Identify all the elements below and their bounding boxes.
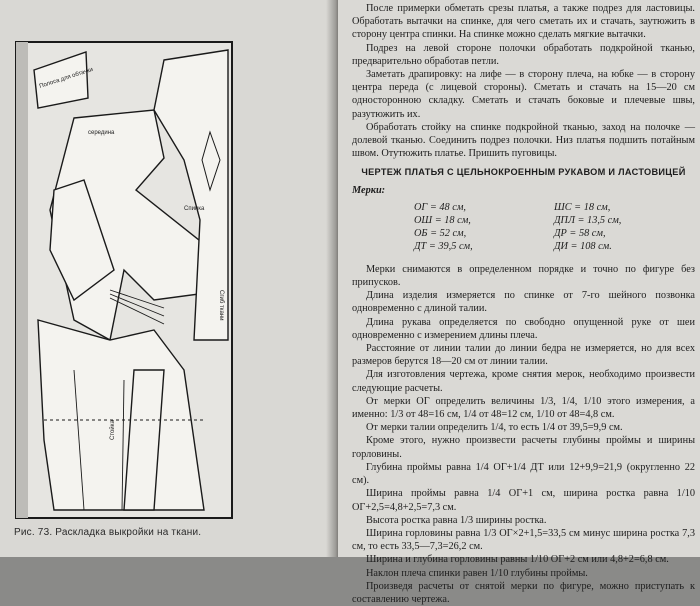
measurement-di: ДИ = 108 см. (554, 240, 612, 252)
paragraph: Ширина горловины равна 1/3 ОГ×2+1,5=33,5 см минус ширина ростка 7,3 см, то есть 33,5—7,3=26,2 см. (352, 527, 695, 553)
page-text (352, 2, 695, 606)
paragraph: Высота ростка равна 1/3 ширины ростка. (366, 514, 547, 526)
measurement-dr: ДР = 58 см, (554, 227, 606, 239)
paragraph: Заметать драпировку: на лифе — в сторону плеча, на юбке — в сторону центра переда (с лицевой стороны). Сметать и стачать на 15—20 см односторонною складку. Сметать и стачать боковые и плечевые швы, разутюжить их. (352, 69, 695, 120)
collar-label: Стойка (110, 420, 116, 440)
measurement-osh: ОШ = 18 см, (414, 214, 471, 226)
measurement-og: ОГ = 48 см, (414, 201, 466, 213)
paragraph: Наклон плеча спинки равен 1/10 глубины проймы. (366, 567, 588, 579)
measurement-shs: ШС = 18 см, (554, 201, 611, 213)
pattern-layout-figure (14, 40, 234, 520)
spine-label: Спинка (184, 206, 205, 212)
section-heading: ЧЕРТЕЖ ПЛАТЬЯ С ЦЕЛЬНОКРОЕННЫМ РУКАВОМ И ЛАСТОВИЦЕЙ (361, 167, 686, 178)
fold-label: Сгиб ткани (218, 290, 224, 321)
paragraph: От мерки ОГ определить величины 1/3, 1/4, 1/10 этого измерения, а именно: 1/3 от 48=16 см, 1/4 от 48=12 см, 1/10 от 48=4,8 см. (352, 395, 695, 421)
paragraph: Ширина проймы равна 1/4 ОГ+1 см, ширина ростка равна 1/10 ОГ+2,5=4,8+2,5=7,3 см. (352, 488, 695, 513)
paragraph: Произведя расчеты от снятой мерки по фигуре, можно приступать к составлению чертежа. (352, 580, 695, 605)
paragraph: Подрез на левой стороне полочки обработать подкройной тканью, предварительно обработав петли. (352, 42, 695, 67)
paragraph: Для изготовления чертежа, кроме снятия мерок, необходимо произвести следующие расчеты. (352, 369, 695, 394)
paragraph: Обработать стойку на спинке подкройной тканью, заход на полочке — долевой тканью. Соединить подрез полочки. Низ платья подшить потайным швом. Отутюжить платье. Пришить пуговицы. (352, 121, 695, 160)
paragraph: Расстояние от линии талии до линии бедра не измеряется, но для всех размеров берутся 18—20 см от линии талии. (352, 343, 695, 368)
paragraph: Глубина проймы равна 1/4 ОГ+1/4 ДТ или 12+9,9=21,9 (округленно 22 см). (352, 461, 695, 487)
measurement-dt: ДТ = 39,5 см, (414, 240, 473, 252)
measurement-dpl: ДПЛ = 13,5 см, (554, 214, 622, 226)
paragraph: Длина рукава определяется по свободно опущенной руке от шеи одновременно с измерением длины плеча. (352, 316, 695, 341)
left-page (0, 0, 338, 557)
measurement-ob: ОБ = 52 см, (414, 227, 467, 239)
figure-caption: Рис. 73. Раскладка выкройки на ткани. (14, 527, 202, 538)
center-label: середина (88, 130, 115, 136)
measurements-label: Мерки: (352, 184, 386, 196)
paragraph: Ширина и глубина горловины равны 1/10 ОГ+2 см или 4,8+2=6,8 см. (366, 554, 669, 566)
paragraph: Кроме этого, нужно произвести расчеты глубины проймы и ширины горловины. (352, 435, 695, 460)
paragraph: От мерки талии определить 1/4, то есть 1/4 от 39,5=9,9 см. (366, 422, 623, 434)
paragraph: Длина изделия измеряется по спинке от 7-го шейного позвонка одновременно с длиной талии. (352, 290, 695, 315)
measurements-table (414, 201, 695, 253)
sleeve-note-label: Полоса для обтачки (38, 66, 94, 90)
paragraph: После примерки обметать срезы платья, а также подрез для ластовицы. Обработать вытачки на спинке, для чего сметать их и стачать, заутюжить в сторону центра спинки. На спинке можно сделать мягкие вытачки. (352, 3, 695, 41)
paragraph: Мерки снимаются в определенном порядке и точно по фигуре без припусков. (352, 263, 695, 289)
